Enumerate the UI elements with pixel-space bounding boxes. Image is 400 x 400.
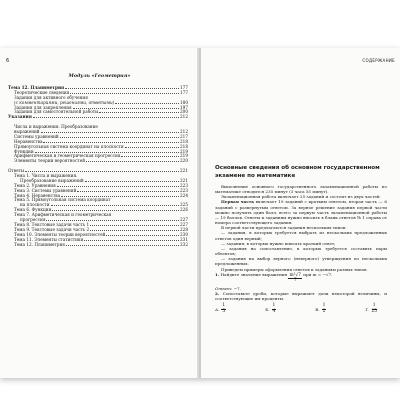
toc-label: Тема 7. Арифметическая и геометрическая [14, 212, 112, 218]
task-1 [215, 272, 387, 284]
toc-page-number: 218 [180, 138, 188, 144]
paragraph-text: — задания на выбор верного (неверного) утверждения из нескольких предложенных. [215, 256, 387, 267]
toc-label: Указания [8, 114, 32, 120]
toc-page-number: 177 [180, 85, 188, 90]
toc-page-number: 219 [180, 148, 188, 154]
toc-label: Тема 2. Уравнения [14, 182, 56, 188]
toc-label: (с комментариями, решениями, ответами) [14, 99, 115, 105]
toc-label: Ответы [8, 168, 25, 174]
page-number: 6 [6, 58, 10, 64]
toc-label: Преобразование выражений [20, 177, 84, 183]
toc-label: Тема 12. Планиметрия [8, 85, 65, 90]
toc-label: Тема 9. Текстовые задачи часть 2 [14, 226, 90, 232]
toc-page-number: 212 [180, 129, 188, 135]
running-head: СОДЕРЖАНИЕ [362, 58, 395, 63]
toc-page-number: 218 [180, 143, 188, 149]
paragraph-text: В первой части предлагаются задания нескольких типов: [221, 225, 347, 231]
toc-leader-dots [125, 147, 179, 148]
option-numerator: 1 [222, 303, 226, 309]
fraction-option [265, 304, 276, 314]
task-2-number: 2. [215, 291, 220, 297]
toc-leader-dots [66, 245, 179, 246]
body-paragraph [215, 246, 387, 256]
toc-leader-dots [115, 103, 179, 104]
option-fraction [221, 304, 226, 314]
toc-label: Системы уравнений [14, 133, 59, 139]
toc-label: на плоскости [20, 202, 50, 208]
task-2-options [215, 304, 387, 314]
toc-page-number: 200 [180, 109, 188, 115]
task-1-text-after: при m = −√7. [303, 271, 333, 277]
toc-page-number: 226 [180, 207, 188, 213]
toc-page-number: 197 [180, 104, 188, 110]
toc-leader-dots [106, 235, 179, 236]
toc-page-number: 177 [180, 89, 188, 95]
toc-page-number: 223 [180, 182, 188, 188]
paragraph-text: включает 19 заданий с кратким ответом, вторая часть — 6 заданий с развернутым ответом. За верное решение задания первой части можно получить один балл, всего за первую часть экзаменационной работы — 19 баллов. Ответы к заданиям нужно вносить в бланк ответов № 1 справа от номера соответствующего задания. [215, 199, 387, 226]
table-of-contents [8, 86, 188, 247]
toc-label: Тема 4. Неравенства [14, 192, 61, 198]
toc-leader-dots [73, 108, 179, 109]
toc-label: Функции [14, 148, 34, 154]
task-1-frac-den: 7 [293, 278, 297, 284]
toc-leader-dots [61, 196, 179, 197]
task-1-frac-num: m²√7 [289, 272, 301, 278]
toc-label: Тема 11. Элементы статистики [14, 236, 84, 242]
book-spread [0, 48, 400, 378]
toc-leader-dots [85, 181, 179, 182]
paragraph-text: Приведем примеры оформления ответов к заданиям разных типов. [221, 266, 368, 272]
toc-page-number: 230 [180, 231, 188, 237]
task-2-text: Сопоставьте дроби, которые выражают доли некоторой величины, и соответствующие им проценты. [215, 291, 387, 302]
paragraph-text: Выполнение основного государственного экзаменационной работы по математике отводится 235 минут (3 часа 55 минут). [215, 184, 387, 195]
body-paragraph [215, 256, 387, 266]
toc-leader-dots [86, 161, 179, 162]
toc-page-number: 180 [180, 99, 188, 105]
fraction-option [215, 304, 226, 314]
option-numerator: 1 [272, 303, 276, 309]
toc-leader-dots [65, 88, 179, 89]
option-numerator: 1 [372, 303, 376, 309]
toc-leader-dots [84, 240, 179, 241]
option-fraction [272, 304, 277, 314]
toc-leader-dots [33, 117, 179, 118]
toc-page-number: 221 [180, 177, 188, 183]
toc-leader-dots [25, 171, 179, 172]
option-denominator: 25 [371, 309, 377, 314]
toc-label: Тема 1. Числа и выражения. [14, 173, 78, 179]
toc-leader-dots [43, 142, 179, 143]
toc-page-number: 231 [180, 236, 188, 242]
task-2 [215, 291, 387, 301]
toc-leader-dots [41, 132, 179, 133]
toc-leader-dots [46, 220, 179, 221]
toc-leader-dots [51, 205, 179, 206]
toc-leader-dots [90, 230, 179, 231]
toc-leader-dots [70, 93, 179, 94]
answer-label: Ответ: [215, 285, 233, 291]
toc-page-number: 220 [180, 158, 188, 164]
toc-label: прогрессия [20, 217, 46, 223]
fraction-option [365, 304, 377, 314]
paragraph-lead: Первая часть [221, 199, 255, 205]
option-denominator: 2 [322, 309, 326, 314]
toc-label: Тема 6. Функции [14, 207, 52, 213]
toc-page-number: 227 [180, 217, 188, 223]
toc-label: Теоретические сведения [14, 89, 70, 95]
fraction-option [315, 304, 326, 314]
body-paragraph [215, 184, 387, 194]
toc-label: Элементы теории вероятностей [14, 158, 85, 164]
paragraph-text: — задания на сопоставление, в которых требуется составить пары объектов; [215, 245, 387, 257]
option-letter: Г. [365, 306, 370, 312]
option-fraction [322, 304, 327, 314]
toc-label: Тема 5. Прямоугольная система координат [14, 197, 111, 203]
toc-label: Неравенства [14, 138, 43, 144]
toc-leader-dots [35, 152, 179, 153]
toc-leader-dots [60, 137, 179, 138]
toc-leader-dots [90, 225, 179, 226]
toc-label: Тема 10. Элементы теории вероятностей [14, 231, 106, 237]
option-numerator: 1 [322, 303, 326, 309]
task-1-text: Найдите значение выражения [220, 271, 288, 277]
toc-label: Прямоугольная система координат на плоскости [14, 143, 124, 149]
left-page [0, 48, 199, 378]
toc-label: Задания для активного обучения [14, 94, 88, 100]
toc-page-number: 227 [180, 221, 188, 227]
toc-page-number: 212 [180, 114, 188, 120]
toc-leader-dots [121, 156, 179, 157]
option-denominator: 5 [222, 309, 226, 314]
body-paragraph [215, 230, 387, 240]
toc-label: Тема 12. Планиметрия [14, 241, 65, 247]
paragraph-text: — задания, в которых требуется выбрать из нескольких предложенных ответов один верный; [215, 230, 387, 241]
toc-label: выражений [14, 129, 40, 135]
toc-label: Арифметическая и геометрическая прогрессия [14, 153, 121, 159]
section-heading: Основные сведения об основном государственном экзамене по математике [215, 165, 380, 179]
toc-label: Задания для самостоятельной работы [14, 109, 99, 115]
answer-value: −7. [233, 285, 241, 291]
option-letter: В. [315, 306, 320, 312]
toc-page-number: 224 [180, 192, 188, 198]
option-letter: А. [215, 306, 220, 312]
toc-leader-dots [52, 210, 179, 211]
toc-page-number: 219 [180, 153, 188, 159]
paragraphs [215, 184, 387, 272]
paragraph-text: — задания, в которых нужно вписать краткий ответ; [221, 240, 336, 246]
toc-page-number: 223 [180, 187, 188, 193]
toc-leader-dots [77, 191, 179, 192]
option-letter: Б. [265, 306, 270, 312]
body-paragraph [215, 199, 387, 225]
toc-leader-dots [57, 186, 179, 187]
option-denominator: 4 [272, 309, 276, 314]
task-1-number: 1. [215, 271, 220, 277]
toc-entry [8, 243, 188, 248]
right-page [201, 48, 400, 378]
module-title: Модуль «Геометрия» [68, 73, 131, 79]
toc-label: Тема 8. Текстовые задачи часть 1 [14, 221, 90, 227]
toc-label: Задания для закрепления [14, 104, 72, 110]
toc-label: Тема 3. Системы уравнений [14, 187, 77, 193]
toc-page-number: 228 [180, 226, 188, 232]
task-1-fraction [288, 274, 302, 284]
toc-page-number: 232 [180, 241, 188, 247]
option-fraction [371, 304, 377, 314]
toc-label: Числа и выражения. Преобразование [14, 124, 98, 130]
toc-page-number: 221 [180, 168, 188, 174]
toc-page-number: 225 [180, 202, 188, 208]
toc-leader-dots [99, 112, 179, 113]
toc-page-number: 217 [180, 133, 188, 139]
section-body [215, 184, 387, 315]
paragraph-text: Экзаменационная работа включает 25 заданий и состоит из двух частей. [221, 194, 381, 200]
